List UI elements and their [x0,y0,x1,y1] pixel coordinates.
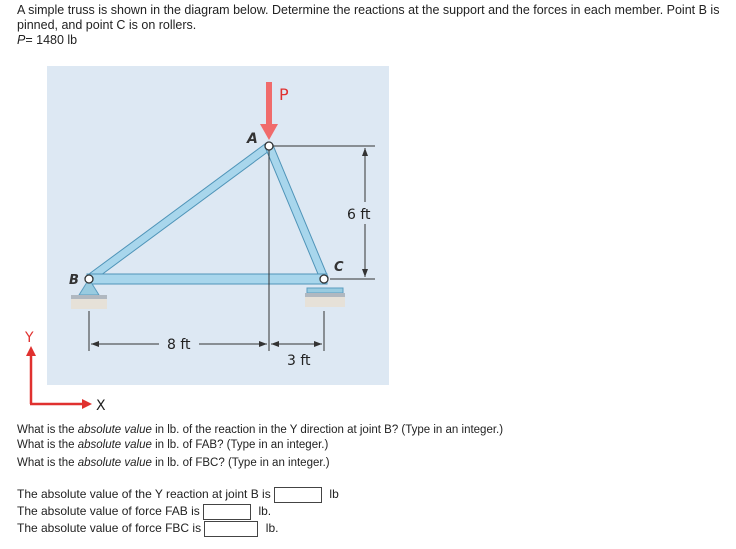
answer-unit: lb. [265,521,279,535]
label-c: C [334,260,344,275]
answer-label: The absolute value of force FBC is [17,521,202,535]
given-load [17,33,77,48]
axis-y-arrowhead [26,346,36,356]
member-ab [89,146,269,279]
answer-unit: lb. [258,504,272,518]
given-value: = 1480 lb [25,33,78,47]
question-1: What is the absolute value in lb. of the reaction in the Y direction at joint B? (Type in an integer.) [17,424,504,436]
member-bc [87,274,327,284]
load-arrow [260,82,278,140]
answer-label: The absolute value of the Y reaction at joint B is [17,487,271,501]
label-a: A [247,131,258,147]
load-label: P [279,85,289,104]
fab-input[interactable] [203,504,251,520]
question-3: What is the absolute value in lb. of FBC? (Type in an integer.) [17,457,330,469]
answer-row-fab [17,503,271,520]
answer-unit: lb [329,487,339,501]
coordinate-axes [18,328,128,420]
problem-line-1: A simple truss is shown in the diagram below. Determine the reactions at the support and the forces in each member. Point B is [17,3,720,17]
answer-row-reaction-y [17,486,339,503]
question-2: What is the absolute value in lb. of FAB? (Type in an integer.) [17,439,329,451]
axis-x-label: X [96,398,106,414]
fbc-input[interactable] [204,521,258,537]
axis-x-arrowhead [82,399,92,409]
dim-right-label: 3 ft [287,353,311,369]
reaction-y-input[interactable] [274,487,322,503]
given-symbol: P [17,33,26,47]
dim-left-label: 8 ft [167,337,191,353]
joint-b [85,275,93,283]
joint-a [265,142,273,150]
problem-line-2: pinned, and point C is on rollers. [17,18,197,32]
answer-row-fbc [17,520,278,537]
dim-height-label: 6 ft [347,207,371,223]
joint-c [320,275,328,283]
answer-label: The absolute value of force FAB is [17,504,200,518]
member-ac [269,146,324,278]
roller-support-c [305,288,345,307]
label-b: B [69,273,79,288]
axis-y-label: Y [25,330,34,346]
